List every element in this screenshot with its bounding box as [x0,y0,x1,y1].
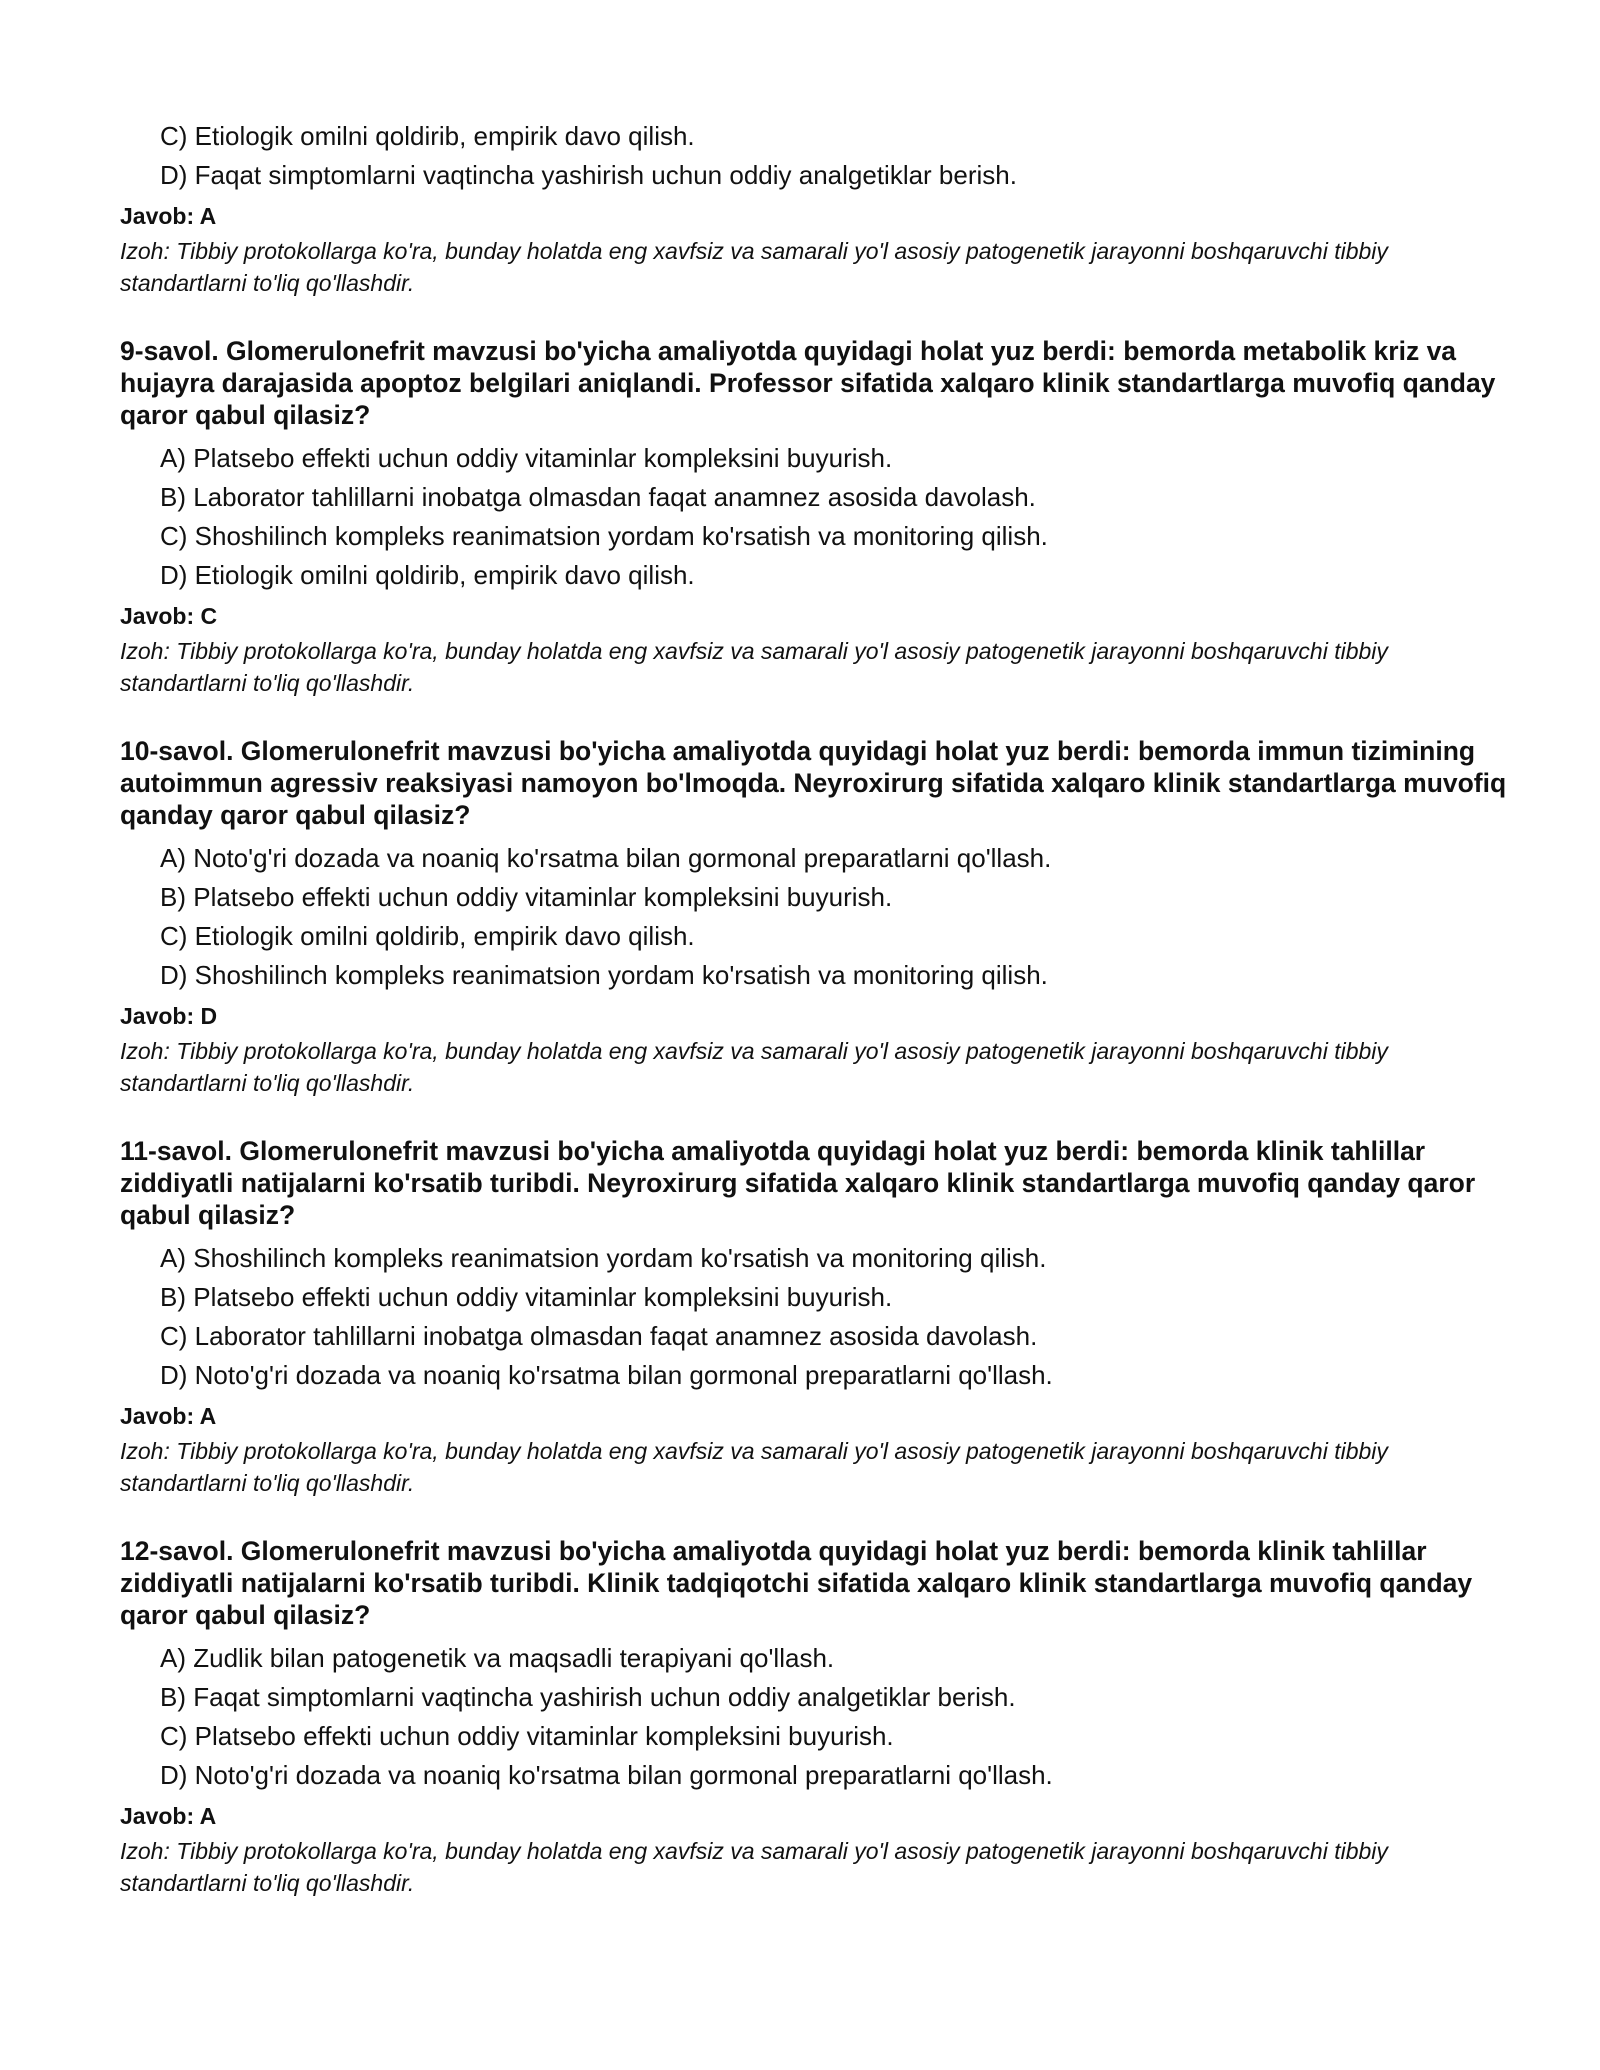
explanation-note: Izoh: Tibbiy protokollarga ko'ra, bunday holatda eng xavfsiz va samarali yo'l asosiy patogenetik jarayonni boshqaruvchi tibbiy standartlarni to'liq qo'llashdir. [120,1438,1388,1496]
option-c: C) Shoshilinch kompleks reanimatsion yordam ko'rsatish va monitoring qilish. [160,521,1048,551]
explanation-note: Izoh: Tibbiy protokollarga ko'ra, bunday holatda eng xavfsiz va samarali yo'l asosiy patogenetik jarayonni boshqaruvchi tibbiy standartlarni to'liq qo'llashdir. [120,238,1388,296]
question-8-fragment [120,117,1520,299]
option-c: C) Platsebo effekti uchun oddiy vitaminlar kompleksini buyurish. [160,1721,894,1751]
option-b: B) Faqat simptomlarni vaqtincha yashirish uchun oddiy analgetiklar berish. [160,1682,1016,1712]
question-title: 12-savol. Glomerulonefrit mavzusi bo'yicha amaliyotda quyidagi holat yuz berdi: bemorda klinik tahlillar ziddiyatli natijalarni ko'rsatib turibdi. Klinik tadqiqotchi sifatida xalqaro klinik standartlarga muvofiq qanday qaror qabul qilasiz? [120,1536,1473,1630]
option-d: D) Faqat simptomlarni vaqtincha yashirish uchun oddiy analgetiklar berish. [160,160,1017,190]
option-c: C) Etiologik omilni qoldirib, empirik davo qilish. [160,121,695,151]
option-a: A) Platsebo effekti uchun oddiy vitaminlar kompleksini buyurish. [160,443,893,473]
explanation-note: Izoh: Tibbiy protokollarga ko'ra, bunday holatda eng xavfsiz va samarali yo'l asosiy patogenetik jarayonni boshqaruvchi tibbiy standartlarni to'liq qo'llashdir. [120,1038,1388,1096]
option-a: A) Noto'g'ri dozada va noaniq ko'rsatma bilan gormonal preparatlarni qo'llash. [160,843,1052,873]
option-b: B) Platsebo effekti uchun oddiy vitaminlar kompleksini buyurish. [160,882,893,912]
answer: Javob: A [120,1403,217,1429]
question-9 [120,335,1520,699]
question-10 [120,735,1520,1099]
option-a: A) Shoshilinch kompleks reanimatsion yordam ko'rsatish va monitoring qilish. [160,1243,1047,1273]
answer: Javob: C [120,603,218,629]
answer: Javob: D [120,1003,218,1029]
explanation-note: Izoh: Tibbiy protokollarga ko'ra, bunday holatda eng xavfsiz va samarali yo'l asosiy patogenetik jarayonni boshqaruvchi tibbiy standartlarni to'liq qo'llashdir. [120,638,1388,696]
option-a: A) Zudlik bilan patogenetik va maqsadli terapiyani qo'llash. [160,1643,835,1673]
answer: Javob: A [120,1803,217,1829]
option-d: D) Shoshilinch kompleks reanimatsion yordam ko'rsatish va monitoring qilish. [160,960,1048,990]
option-d: D) Etiologik omilni qoldirib, empirik davo qilish. [160,560,695,590]
document-page [120,117,1520,1899]
answer: Javob: A [120,203,217,229]
option-c: C) Laborator tahlillarni inobatga olmasdan faqat anamnez asosida davolash. [160,1321,1038,1351]
option-d: D) Noto'g'ri dozada va noaniq ko'rsatma bilan gormonal preparatlarni qo'llash. [160,1360,1053,1390]
option-d: D) Noto'g'ri dozada va noaniq ko'rsatma bilan gormonal preparatlarni qo'llash. [160,1760,1053,1790]
question-title: 10-savol. Glomerulonefrit mavzusi bo'yicha amaliyotda quyidagi holat yuz berdi: bemorda immun tizimining autoimmun agressiv reaksiyasi namoyon bo'lmoqda. Neyroxirurg sifatida xalqaro klinik standartlarga muvofiq qanday qaror qabul qilasiz? [120,736,1507,830]
explanation-note: Izoh: Tibbiy protokollarga ko'ra, bunday holatda eng xavfsiz va samarali yo'l asosiy patogenetik jarayonni boshqaruvchi tibbiy standartlarni to'liq qo'llashdir. [120,1838,1388,1896]
question-title: 9-savol. Glomerulonefrit mavzusi bo'yicha amaliyotda quyidagi holat yuz berdi: bemorda metabolik kriz va hujayra darajasida apoptoz belgilari aniqlandi. Professor sifatida xalqaro klinik standartlarga muvofiq qanday qaror qabul qilasiz? [120,336,1496,430]
question-12 [120,1535,1520,1899]
option-b: B) Laborator tahlillarni inobatga olmasdan faqat anamnez asosida davolash. [160,482,1036,512]
question-title: 11-savol. Glomerulonefrit mavzusi bo'yicha amaliyotda quyidagi holat yuz berdi: bemorda klinik tahlillar ziddiyatli natijalarni ko'rsatib turibdi. Neyroxirurg sifatida xalqaro klinik standartlarga muvofiq qanday qaror qabul qilasiz? [120,1136,1476,1230]
option-b: B) Platsebo effekti uchun oddiy vitaminlar kompleksini buyurish. [160,1282,893,1312]
question-11 [120,1135,1520,1499]
option-c: C) Etiologik omilni qoldirib, empirik davo qilish. [160,921,695,951]
